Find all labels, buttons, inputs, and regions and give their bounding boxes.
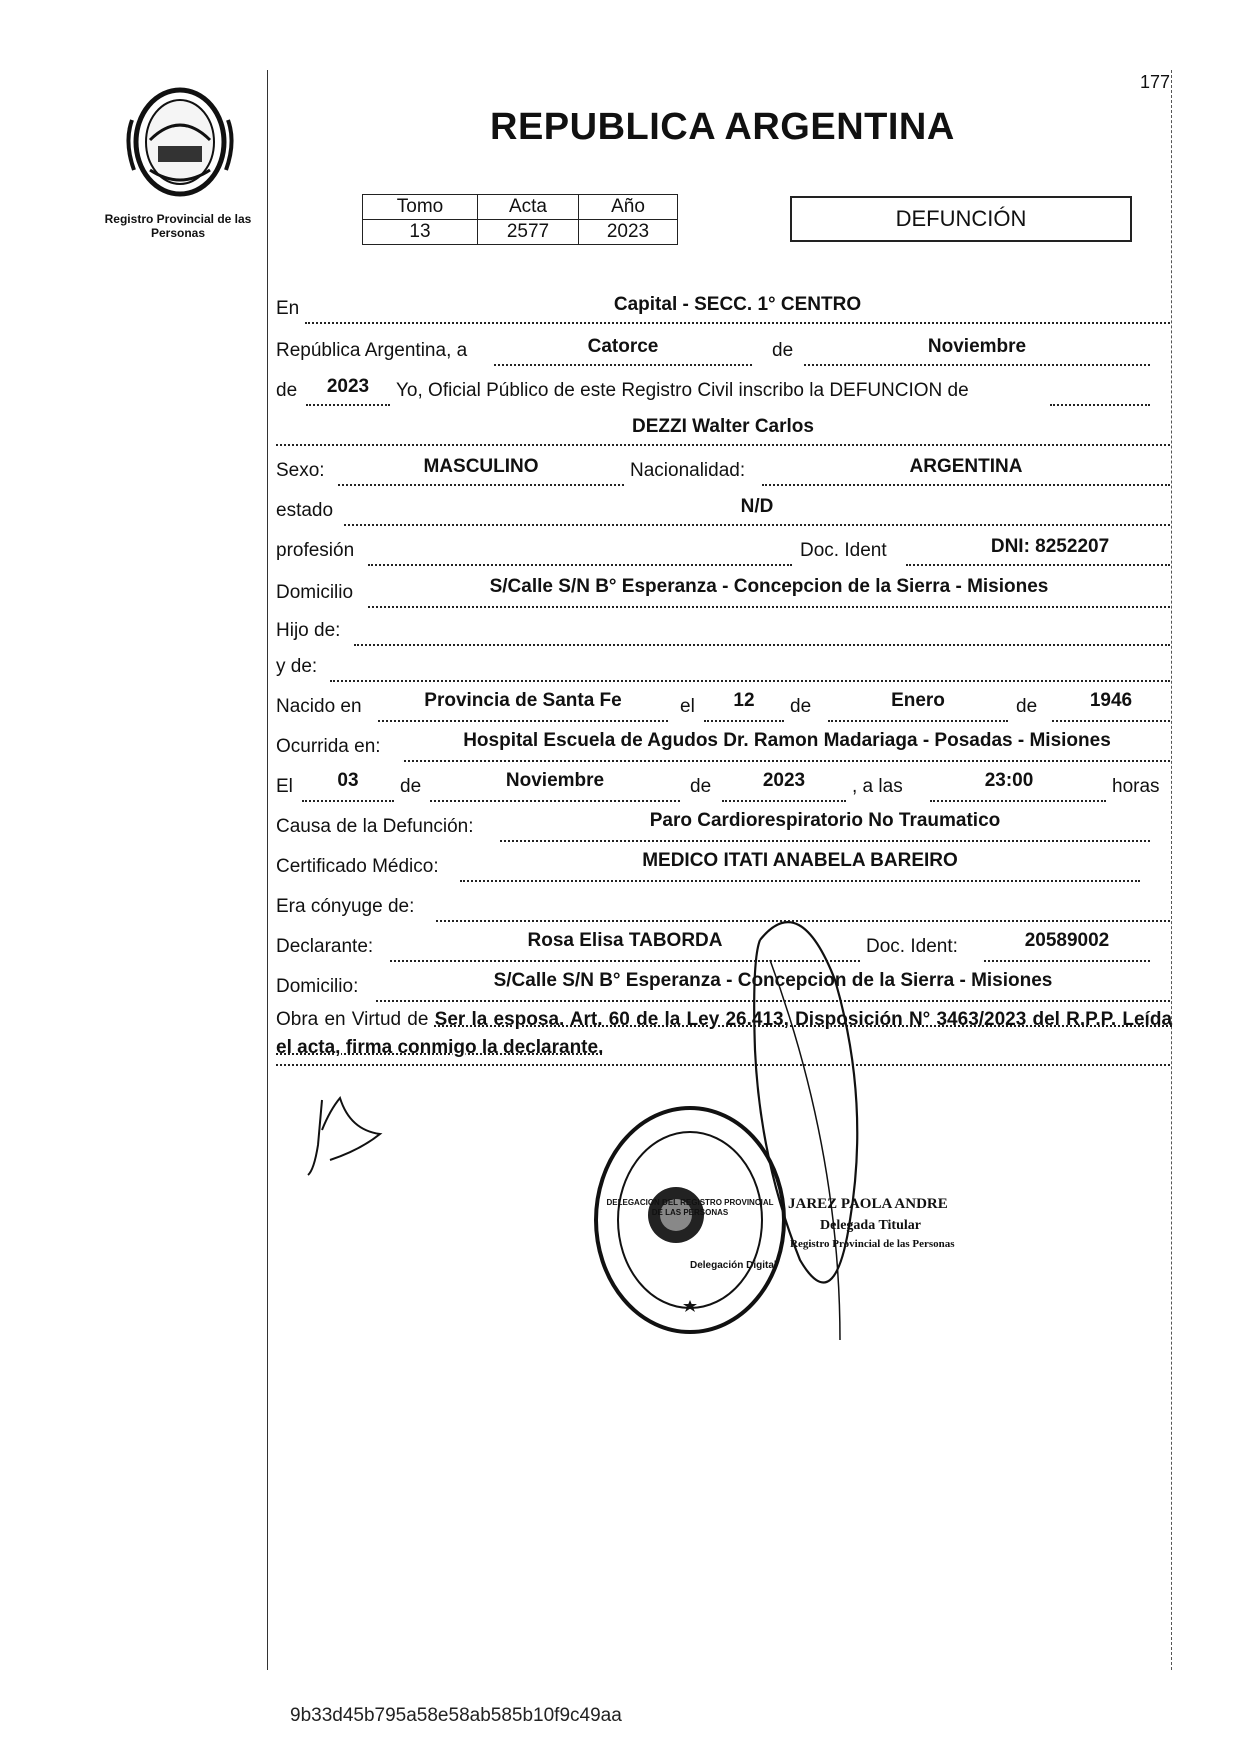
label-ocurrida-en: Ocurrida en:: [276, 736, 381, 757]
label-causa: Causa de la Defunción:: [276, 816, 474, 837]
acta-header: Acta: [478, 195, 579, 220]
value-declarante: Rosa Elisa TABORDA: [527, 930, 723, 951]
tomo-header: Tomo: [363, 195, 478, 220]
value-domicilio: S/Calle S/N B° Esperanza - Concepcion de la Sierra - Misiones: [489, 576, 1049, 597]
dotline: [1052, 720, 1170, 722]
label-certificado: Certificado Médico:: [276, 856, 439, 877]
dotline: [494, 364, 752, 366]
label-de: de: [1016, 696, 1038, 717]
label-nacionalidad: Nacionalidad:: [630, 460, 746, 481]
label-doc-ident: Doc. Ident: [800, 540, 887, 561]
value-def-anio: 2023: [762, 770, 806, 791]
label-horas: horas: [1112, 776, 1160, 797]
value-declarante-domicilio: S/Calle S/N B° Esperanza - Concepcion de la Sierra - Misiones: [493, 970, 1053, 991]
anio-value: 2023: [579, 220, 678, 245]
dotline: [276, 1064, 1170, 1066]
value-def-mes: Noviembre: [505, 770, 605, 791]
dotline: [354, 644, 1170, 646]
registry-table: [362, 194, 678, 245]
value-def-dia: 03: [337, 770, 359, 791]
label-en: En: [276, 298, 300, 319]
label-sexo: Sexo:: [276, 460, 325, 481]
label-y-de: y de:: [276, 656, 318, 677]
dotline: [984, 960, 1150, 962]
dotline: [368, 606, 1170, 608]
label-el: el: [680, 696, 695, 717]
dotline: [378, 720, 668, 722]
value-ocurrida-en: Hospital Escuela de Agudos Dr. Ramon Madariaga - Posadas - Misiones: [463, 730, 1111, 751]
dotline: [344, 524, 1170, 526]
dotline: [762, 484, 1170, 486]
dotline: [1050, 404, 1150, 406]
value-nacionalidad: ARGENTINA: [909, 456, 1023, 477]
dotline: [430, 800, 680, 802]
dotline: [930, 800, 1106, 802]
stamp-ring-text: DELEGACION DEL REGISTRO PROVINCIAL DE LAS PERSONAS: [606, 1198, 774, 1217]
declarant-signature: [300, 1090, 400, 1180]
label-de: de: [790, 696, 812, 717]
label-el-cap: El: [276, 776, 293, 797]
label-doc-ident2: Doc. Ident:: [866, 936, 958, 957]
label-de: de: [400, 776, 422, 797]
label-yo-oficial: Yo, Oficial Público de este Registro Civil inscribo la DEFUNCION de: [396, 380, 969, 401]
document-type-box: DEFUNCIÓN: [790, 196, 1132, 242]
label-a-las: , a las: [852, 776, 903, 797]
dotline: [404, 760, 1170, 762]
obra-text: Ser la esposa. Art. 60 de la Ley 26.413, Disposición N° 3463/2023 del R.P.P. Leída el acta, firma conmigo la declarante.: [276, 1009, 1173, 1058]
registry-caption: Registro Provincial de las Personas: [104, 212, 252, 240]
official-org: Registro Provincial de las Personas: [790, 1238, 955, 1250]
province-seal-logo: [120, 80, 240, 200]
dotline: [338, 484, 624, 486]
label-republica: República Argentina, a: [276, 340, 468, 361]
label-domicilio2: Domicilio:: [276, 976, 359, 997]
obra-prefix: Obra en Virtud de: [276, 1009, 429, 1030]
value-documento: DNI: 8252207: [990, 536, 1110, 557]
obra-paragraph: [276, 1006, 1172, 1062]
official-signature: [740, 900, 880, 1350]
page-number: 177: [1140, 72, 1171, 92]
value-causa: Paro Cardiorespiratorio No Traumatico: [649, 810, 1001, 831]
tomo-value: 13: [363, 220, 478, 245]
value-dia: Catorce: [587, 336, 659, 357]
dotline: [500, 840, 1150, 842]
official-title: Delegada Titular: [820, 1218, 921, 1233]
label-declarante: Declarante:: [276, 936, 374, 957]
label-de: de: [772, 340, 794, 361]
value-sexo: MASCULINO: [423, 456, 539, 477]
label-profesion: profesión: [276, 540, 355, 561]
label-conyuge: Era cónyuge de:: [276, 896, 415, 917]
label-de: de: [690, 776, 712, 797]
dotline: [305, 322, 1170, 324]
dotline: [302, 800, 394, 802]
label-hijo-de: Hijo de:: [276, 620, 341, 641]
value-nac-dia: 12: [733, 690, 755, 711]
anio-header: Año: [579, 195, 678, 220]
dotline: [368, 564, 792, 566]
dotline: [330, 680, 1170, 682]
dotline: [906, 564, 1170, 566]
dotline: [460, 880, 1140, 882]
value-nombre: DEZZI Walter Carlos: [632, 416, 814, 437]
dotline: [306, 404, 390, 406]
value-mes: Noviembre: [927, 336, 1027, 357]
document-hash: 9b33d45b795a58e58ab585b10f9c49aa: [290, 1705, 622, 1726]
value-def-hora: 23:00: [984, 770, 1034, 791]
dotline: [704, 720, 784, 722]
dotline: [804, 364, 1150, 366]
label-estado: estado: [276, 500, 334, 521]
value-nac-anio: 1946: [1089, 690, 1133, 711]
value-certificado: MEDICO ITATI ANABELA BAREIRO: [642, 850, 958, 871]
value-anio: 2023: [326, 376, 370, 397]
value-estado: N/D: [740, 496, 774, 517]
label-de: de: [276, 380, 298, 401]
official-name: JAREZ PAOLA ANDRE: [788, 1196, 948, 1212]
dotline: [722, 800, 846, 802]
dotline: [276, 444, 1170, 446]
value-nacido-en: Provincia de Santa Fe: [424, 690, 622, 711]
acta-value: 2577: [478, 220, 579, 245]
value-declarante-doc: 20589002: [1024, 930, 1110, 951]
left-margin-line: [267, 70, 268, 1670]
dotline: [828, 720, 1008, 722]
stamp-inner-text: Delegación Digital: [690, 1260, 777, 1271]
value-lugar: Capital - SECC. 1° CENTRO: [613, 294, 862, 315]
page-title: REPUBLICA ARGENTINA: [490, 106, 955, 148]
right-margin-line: [1171, 70, 1172, 1670]
label-nacido-en: Nacido en: [276, 696, 362, 717]
value-nac-mes: Enero: [891, 690, 945, 711]
label-domicilio: Domicilio: [276, 582, 354, 603]
